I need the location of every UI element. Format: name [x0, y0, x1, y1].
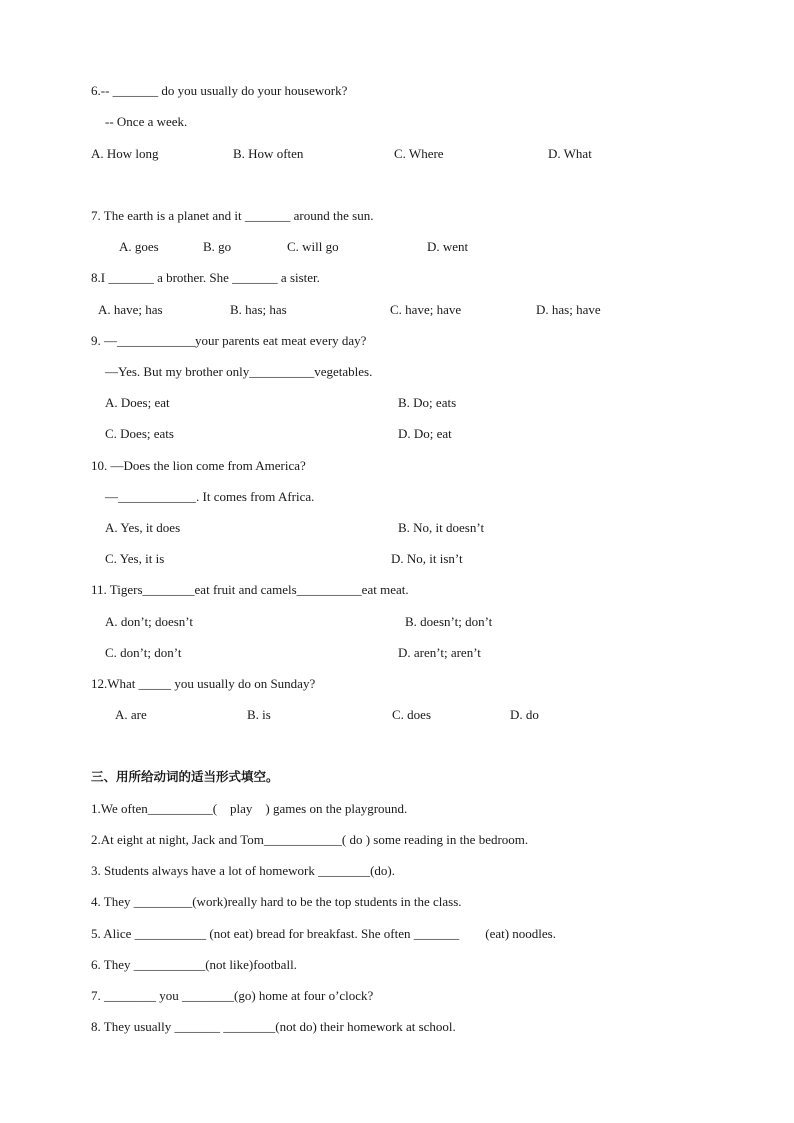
q8-option-d: D. has; have — [536, 302, 601, 317]
q11-option-a: A. don’t; doesn’t — [105, 614, 193, 629]
q8-stem: 8.I _______ a brother. She _______ a sister. — [91, 270, 320, 285]
q12-option-a: A. are — [115, 707, 147, 722]
q9-option-d: D. Do; eat — [398, 426, 452, 441]
fill-item-4: 4. They _________(work)really hard to be the top students in the class. — [91, 894, 462, 909]
q9-answer-line: —Yes. But my brother only__________vegetables. — [105, 364, 373, 379]
q6-option-a: A. How long — [91, 146, 159, 161]
q7-option-a: A. goes — [119, 239, 159, 254]
fill-item-5: 5. Alice ___________ (not eat) bread for breakfast. She often _______ (eat) noodles. — [91, 926, 556, 941]
q7-option-d: D. went — [427, 239, 469, 254]
q7-option-b: B. go — [203, 239, 232, 254]
q9-option-b: B. Do; eats — [398, 395, 457, 410]
q8-option-c: C. have; have — [390, 302, 462, 317]
q6-option-d: D. What — [548, 146, 592, 161]
fill-item-6: 6. They ___________(not like)football. — [91, 957, 297, 972]
q8-option-b: B. has; has — [230, 302, 287, 317]
fill-item-8: 8. They usually _______ ________(not do) their homework at school. — [91, 1019, 456, 1034]
q10-option-c: C. Yes, it is — [105, 551, 165, 566]
q11-stem: 11. Tigers________eat fruit and camels__________eat meat. — [91, 582, 409, 597]
q9-stem: 9. —____________your parents eat meat every day? — [91, 333, 367, 348]
fill-item-1: 1.We often__________( play ) games on the playground. — [91, 801, 408, 816]
fill-item-3: 3. Students always have a lot of homework ________(do). — [91, 863, 396, 878]
q6-option-c: C. Where — [394, 146, 444, 161]
q8-option-a: A. have; has — [98, 302, 163, 317]
q6-stem: 6.-- _______ do you usually do your housework? — [91, 83, 348, 98]
q9-option-c: C. Does; eats — [105, 426, 174, 441]
q12-option-c: C. does — [392, 707, 431, 722]
q11-option-c: C. don’t; don’t — [105, 645, 182, 660]
fill-item-7: 7. ________ you ________(go) home at four o’clock? — [91, 988, 374, 1003]
q7-option-c: C. will go — [287, 239, 339, 254]
q12-option-d: D. do — [510, 707, 539, 722]
q9-option-a: A. Does; eat — [105, 395, 170, 410]
q12-stem: 12.What _____ you usually do on Sunday? — [91, 676, 316, 691]
q11-option-b: B. doesn’t; don’t — [405, 614, 493, 629]
q10-option-d: D. No, it isn’t — [391, 551, 463, 566]
q10-option-a: A. Yes, it does — [105, 520, 181, 535]
q6-option-b: B. How often — [233, 146, 304, 161]
q11-option-d: D. aren’t; aren’t — [398, 645, 481, 660]
q6-answer-line: -- Once a week. — [105, 114, 188, 129]
q10-option-b: B. No, it doesn’t — [398, 520, 485, 535]
section3-heading: 三、用所给动词的适当形式填空。 — [91, 769, 279, 784]
q7-stem: 7. The earth is a planet and it _______ around the sun. — [91, 208, 374, 223]
q10-answer-line: —____________. It comes from Africa. — [105, 489, 315, 504]
q12-option-b: B. is — [247, 707, 271, 722]
q10-stem: 10. —Does the lion come from America? — [91, 458, 306, 473]
fill-item-2: 2.At eight at night, Jack and Tom____________( do ) some reading in the bedroom. — [91, 832, 529, 847]
